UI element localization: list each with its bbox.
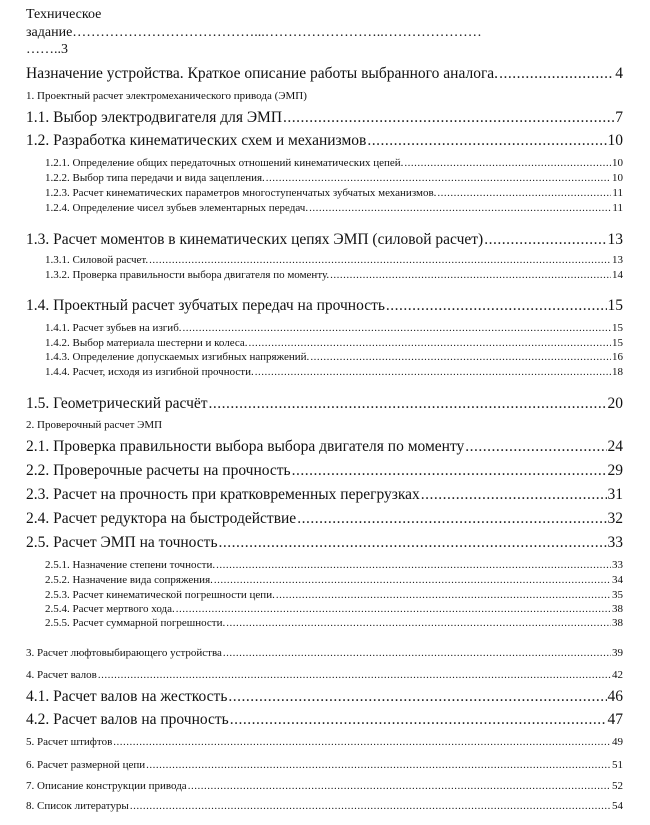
toc-entry-title: 2.5.4. Расчет мертвого хода. bbox=[45, 602, 175, 615]
toc-entry-title: 1.3.1. Силовой расчет. bbox=[45, 253, 149, 266]
toc-title-line-2[interactable]: задание…………………………………...……………………..………………… bbox=[26, 25, 482, 40]
toc-entry-title: 6. Расчет размерной цепи bbox=[26, 758, 146, 771]
toc-entry[interactable] bbox=[26, 780, 623, 793]
toc-entry[interactable] bbox=[26, 800, 623, 813]
dot-leader bbox=[98, 669, 611, 682]
toc-entry-page: 29 bbox=[607, 462, 623, 479]
toc-entry-page: 10 bbox=[612, 171, 623, 184]
dot-leader bbox=[310, 351, 611, 364]
dot-leader bbox=[149, 254, 611, 267]
toc-entry[interactable] bbox=[26, 65, 623, 83]
toc-entry[interactable] bbox=[26, 109, 623, 127]
toc-entry[interactable] bbox=[26, 647, 623, 660]
dot-leader bbox=[266, 172, 611, 185]
toc-entry[interactable] bbox=[45, 269, 623, 282]
toc-title-line-3[interactable]: ……..3 bbox=[26, 42, 68, 57]
toc-entry-page: 14 bbox=[612, 268, 623, 281]
dot-leader bbox=[226, 617, 611, 630]
toc-entry-title: 1.2.2. Выбор типа передачи и вида зацепления. bbox=[45, 171, 265, 184]
toc-entry-title: 3. Расчет люфтовыбирающего устройства bbox=[26, 646, 222, 659]
dot-leader bbox=[276, 589, 611, 602]
toc-entry-page: 33 bbox=[612, 558, 623, 571]
dot-leader bbox=[499, 65, 614, 83]
dot-leader bbox=[484, 231, 606, 249]
toc-entry-title: 2. Проверочный расчет ЭМП bbox=[26, 418, 163, 431]
toc-entry[interactable] bbox=[26, 90, 623, 103]
dot-leader bbox=[309, 202, 611, 215]
toc-entry-title: 1.2.1. Определение общих передаточных отношений кинематических цепей. bbox=[45, 156, 404, 169]
toc-entry-title: 4. Расчет валов bbox=[26, 668, 97, 681]
toc-entry-title: 1.3.2. Проверка правильности выбора двигателя по моменту. bbox=[45, 268, 330, 281]
dot-leader bbox=[214, 574, 611, 587]
toc-entry-page: 18 bbox=[612, 365, 623, 378]
dot-leader bbox=[230, 711, 607, 729]
toc-entry[interactable] bbox=[26, 419, 623, 432]
toc-entry[interactable] bbox=[45, 157, 623, 170]
dot-leader bbox=[297, 510, 606, 528]
toc-entry-title: 1.2. Разработка кинематических схем и механизмов bbox=[26, 132, 367, 149]
toc-entry-title: 7. Описание конструкции привода bbox=[26, 779, 187, 792]
toc-entry-page: 15 bbox=[607, 297, 623, 314]
toc-entry-page: 35 bbox=[612, 588, 623, 601]
toc-entry-title: 1.3. Расчет моментов в кинематических цепях ЭМП (силовой расчет) bbox=[26, 231, 484, 248]
dot-leader bbox=[255, 366, 611, 379]
toc-entry[interactable] bbox=[45, 603, 623, 616]
toc-entry-title: 2.4. Расчет редуктора на быстродействие bbox=[26, 510, 297, 527]
toc-entry-title: 1.4.4. Расчет, исходя из изгибной прочности. bbox=[45, 365, 254, 378]
toc-entry-page: 38 bbox=[612, 602, 623, 615]
toc-entry-page: 46 bbox=[607, 688, 623, 705]
toc-entry[interactable] bbox=[26, 297, 623, 315]
toc-entry[interactable] bbox=[45, 322, 623, 335]
toc-entry[interactable] bbox=[45, 589, 623, 602]
toc-entry-title: 1. Проектный расчет электромеханического привода (ЭМП) bbox=[26, 89, 307, 102]
toc-entry[interactable] bbox=[26, 736, 623, 749]
dot-leader bbox=[367, 132, 606, 150]
toc-entry-title: 2.5.3. Расчет кинематической погрешности цепи. bbox=[45, 588, 275, 601]
toc-entry-title: 4.2. Расчет валов на прочность bbox=[26, 711, 229, 728]
toc-entry-page: 42 bbox=[612, 668, 623, 681]
toc-entry-page: 15 bbox=[612, 321, 623, 334]
toc-entry-title: 1.2.3. Расчет кинематических параметров многоступенчатых зубчатых механизмов. bbox=[45, 186, 437, 199]
toc-entry-title: 2.5. Расчет ЭМП на точность bbox=[26, 534, 218, 551]
toc-entry-title: 2.1. Проверка правильности выбора выбора двигателя по моменту bbox=[26, 438, 465, 455]
dot-leader bbox=[292, 462, 607, 480]
toc-entry[interactable] bbox=[45, 254, 623, 267]
toc-entry-title: 2.5.2. Назначение вида сопряжения. bbox=[45, 573, 213, 586]
toc-entry-title: 5. Расчет штифтов bbox=[26, 735, 113, 748]
dot-leader bbox=[228, 688, 606, 706]
toc-entry-page: 15 bbox=[612, 336, 623, 349]
toc-entry[interactable] bbox=[26, 688, 623, 706]
toc-entry-page: 24 bbox=[607, 438, 623, 455]
toc-entry-page: 13 bbox=[612, 253, 623, 266]
toc-entry-page: 52 bbox=[612, 779, 623, 792]
toc-entry[interactable] bbox=[26, 759, 623, 772]
toc-entry[interactable] bbox=[26, 669, 623, 682]
toc-entry-title: 8. Список литературы bbox=[26, 799, 129, 812]
toc-entry-title: 1.4. Проектный расчет зубчатых передач на прочность bbox=[26, 297, 385, 314]
toc-entry-page: 20 bbox=[607, 395, 623, 412]
toc-entry[interactable] bbox=[45, 574, 623, 587]
toc-entry-page: 38 bbox=[612, 616, 623, 629]
dot-leader bbox=[183, 322, 611, 335]
dot-leader bbox=[386, 297, 607, 315]
dot-leader bbox=[249, 337, 611, 350]
toc-entry-title: 4.1. Расчет валов на жесткость bbox=[26, 688, 228, 705]
toc-entry-page: 32 bbox=[607, 510, 623, 527]
toc-entry-page: 34 bbox=[612, 573, 623, 586]
toc-entry-title: 1.1. Выбор электродвигателя для ЭМП bbox=[26, 109, 283, 126]
toc-entry-title: 1.4.1. Расчет зубьев на изгиб. bbox=[45, 321, 182, 334]
toc-entry[interactable] bbox=[45, 187, 623, 200]
toc-entry[interactable] bbox=[45, 559, 623, 572]
dot-leader bbox=[283, 109, 614, 127]
toc-entry[interactable] bbox=[26, 438, 623, 456]
toc-entry[interactable] bbox=[26, 711, 623, 729]
toc-title-line-1: Техническое bbox=[26, 7, 102, 22]
toc-entry[interactable] bbox=[45, 366, 623, 379]
dot-leader bbox=[330, 269, 611, 282]
dot-leader bbox=[421, 486, 607, 504]
toc-entry-page: 16 bbox=[612, 350, 623, 363]
toc-entry[interactable] bbox=[26, 486, 623, 504]
toc-entry-page: 33 bbox=[607, 534, 623, 551]
toc-entry-title: 2.5.5. Расчет суммарной погрешности. bbox=[45, 616, 226, 629]
dot-leader bbox=[146, 759, 611, 772]
toc-entry-page: 54 bbox=[612, 799, 623, 812]
toc-entry-title: 2.2. Проверочные расчеты на прочность bbox=[26, 462, 291, 479]
toc-entry-title: 1.4.2. Выбор материала шестерни и колеса. bbox=[45, 336, 248, 349]
toc-entry-page: 7 bbox=[615, 109, 623, 126]
dot-leader bbox=[404, 157, 611, 170]
toc-entry-title: 2.3. Расчет на прочность при кратковременных перегрузках bbox=[26, 486, 420, 503]
toc-entry[interactable] bbox=[45, 337, 623, 350]
dot-leader bbox=[130, 800, 611, 813]
toc-entry[interactable] bbox=[45, 617, 623, 630]
toc-entry-page: 47 bbox=[607, 711, 623, 728]
dot-leader bbox=[216, 559, 611, 572]
toc-entry-page: 11 bbox=[612, 186, 623, 199]
toc-entry-page: 11 bbox=[612, 201, 623, 214]
dot-leader bbox=[209, 395, 607, 413]
toc-entry-title: Назначение устройства. Краткое описание работы выбранного аналога. bbox=[26, 65, 499, 82]
toc-entry[interactable] bbox=[26, 534, 623, 552]
dot-leader bbox=[113, 736, 611, 749]
toc-entry[interactable] bbox=[45, 351, 623, 364]
toc-entry-page: 10 bbox=[607, 132, 623, 149]
toc-entry-title: 1.4.3. Определение допускаемых изгибных напряжений. bbox=[45, 350, 310, 363]
toc-entry[interactable] bbox=[26, 231, 623, 249]
toc-entry[interactable] bbox=[45, 202, 623, 215]
toc-entry-page: 39 bbox=[612, 646, 623, 659]
toc-entry[interactable] bbox=[26, 462, 623, 480]
toc-entry-page: 51 bbox=[612, 758, 623, 771]
toc-entry-page: 4 bbox=[615, 65, 623, 82]
toc-entry-page: 13 bbox=[607, 231, 623, 248]
dot-leader bbox=[437, 187, 611, 200]
toc-entry-title: 1.5. Геометрический расчёт bbox=[26, 395, 208, 412]
toc-entry-title: 1.2.4. Определение чисел зубьев элементарных передач. bbox=[45, 201, 309, 214]
dot-leader bbox=[465, 438, 606, 456]
toc-entry[interactable] bbox=[26, 132, 623, 150]
toc-entry-page: 10 bbox=[612, 156, 623, 169]
toc-entry-page: 31 bbox=[607, 486, 623, 503]
toc-entry[interactable] bbox=[26, 510, 623, 528]
dot-leader bbox=[176, 603, 611, 616]
toc-entry[interactable] bbox=[45, 172, 623, 185]
dot-leader bbox=[219, 534, 607, 552]
dot-leader bbox=[223, 647, 611, 660]
toc-entry-page: 49 bbox=[612, 735, 623, 748]
toc-entry-title: 2.5.1. Назначение степени точности. bbox=[45, 558, 216, 571]
dot-leader bbox=[188, 780, 611, 793]
toc-entry[interactable] bbox=[26, 395, 623, 413]
